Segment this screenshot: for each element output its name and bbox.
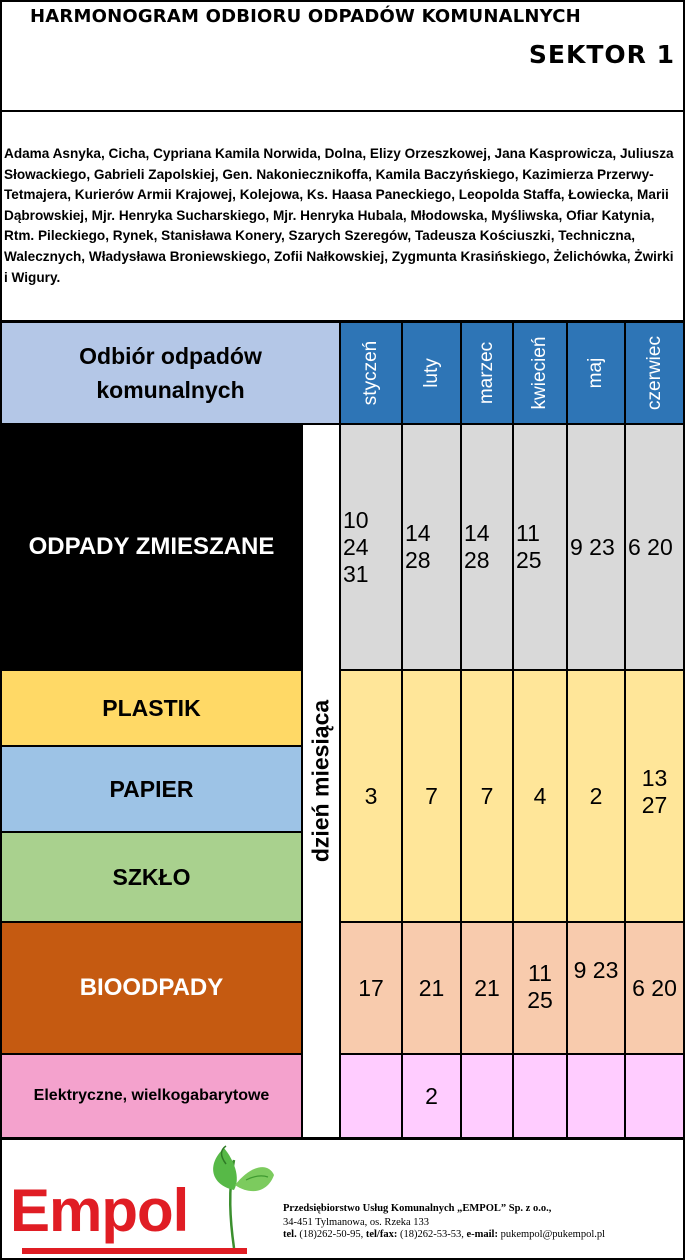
- month-label: czerwiec: [643, 336, 665, 410]
- electro-days-february: 2: [402, 1054, 461, 1138]
- month-header-may: [567, 322, 625, 424]
- mixed-days-march: 14 28: [461, 424, 513, 670]
- bio-days-april: 11 25: [513, 922, 567, 1054]
- telfax-number: (18)262-53-53,: [399, 1229, 464, 1240]
- month-label: maj: [585, 357, 606, 389]
- month-label: marzec: [476, 341, 497, 405]
- logo-underline: [22, 1248, 247, 1254]
- bio-days-may: 9 23: [567, 922, 625, 1054]
- selective-days-february: 7: [402, 670, 461, 922]
- category-label: SZKŁO: [112, 863, 191, 890]
- company-name: Przedsiębiorstwo Usług Komunalnych „EMPOL” Sp. z o.o.,: [283, 1203, 552, 1214]
- day-of-month-label: [302, 424, 340, 1138]
- document-title: HARMONOGRAM ODBIORU ODPADÓW KOMUNALNYCH: [30, 6, 581, 27]
- mixed-days-may: 9 23: [567, 424, 625, 670]
- document-header: [0, 0, 685, 112]
- month-header-january: [340, 322, 402, 424]
- electro-days-april: [513, 1054, 567, 1138]
- company-contact: [283, 1229, 605, 1240]
- category-mixed-waste: [0, 424, 302, 670]
- selective-days-june: 13 27: [625, 670, 685, 922]
- bio-days-january: 17: [340, 922, 402, 1054]
- category-paper: [0, 746, 302, 832]
- bio-days-february: 21: [402, 922, 461, 1054]
- email-address[interactable]: pukempol@pukempol.pl: [500, 1229, 606, 1240]
- tel-number: (18)262-50-95,: [299, 1229, 364, 1240]
- category-label: ODPADY ZMIESZANE: [28, 533, 275, 560]
- bio-days-june: 6 20: [625, 922, 685, 1054]
- tel-label: tel.: [283, 1229, 297, 1240]
- month-header-march: [461, 322, 513, 424]
- electro-days-june: [625, 1054, 685, 1138]
- company-address: 34-451 Tylmanowa, os. Rzeka 133: [283, 1217, 430, 1228]
- mixed-days-february: 14 28: [402, 424, 461, 670]
- selective-days-march: 7: [461, 670, 513, 922]
- electro-days-march: [461, 1054, 513, 1138]
- day-of-month-text: dzień miesiąca: [307, 699, 334, 863]
- table-header-title: [0, 322, 340, 424]
- category-label: PAPIER: [109, 775, 194, 802]
- category-glass: [0, 832, 302, 922]
- category-plastic: [0, 670, 302, 746]
- electro-days-may: [567, 1054, 625, 1138]
- month-header-june: [625, 322, 685, 424]
- electro-days-january: [340, 1054, 402, 1138]
- month-header-april: [513, 322, 567, 424]
- table-header-title-text: Odbiór odpadów komunalnych: [79, 343, 262, 403]
- month-label: luty: [420, 358, 442, 388]
- month-label: kwiecień: [529, 336, 550, 410]
- month-header-february: [402, 322, 461, 424]
- telfax-label: tel/fax:: [365, 1229, 398, 1240]
- mixed-days-january: 10 24 31: [340, 424, 402, 670]
- selective-days-may: 2: [567, 670, 625, 922]
- mixed-days-june: 6 20: [625, 424, 685, 670]
- mixed-days-april: 11 25: [513, 424, 567, 670]
- category-label: PLASTIK: [102, 694, 201, 721]
- category-electronic-bulky: [0, 1054, 302, 1138]
- category-biowaste: [0, 922, 302, 1054]
- email-label: e-mail:: [466, 1229, 498, 1240]
- bio-days-march: 21: [461, 922, 513, 1054]
- category-label: Elektryczne, wielkogabarytowe: [33, 1087, 270, 1104]
- empol-logo-text: Empol: [10, 1177, 189, 1244]
- selective-days-april: 4: [513, 670, 567, 922]
- month-label: styczeń: [360, 340, 381, 406]
- category-label: BIOODPADY: [79, 974, 224, 1001]
- selective-days-january: 3: [340, 670, 402, 922]
- sector-label: SEKTOR 1: [528, 40, 675, 69]
- street-list: Adama Asnyka, Cicha, Cypriana Kamila Norwida, Dolna, Elizy Orzeszkowej, Jana Kasprowicza, Juliusza Słowackiego, Gabrieli Zapolskiej, Gen. Nakoniecznikoffa, Kamila Baczyńskiego, Kazimierza Przerwy-Tetmajera, Kurierów Armii Krajowej, Kolejowa, Ks. Haasa Paneckiego, Leopolda Staffa, Łowiecka, Marii Dąbrowskiej, Mjr. Henryka Sucharskiego, Mjr. Henryka Hubala, Młodowska, Myśliwska, Ofiar Katynia, Rtm. Pileckiego, Rynek, Stanisława Konery, Szarych Szeregów, Tadeusza Kościuszki, Techniczna, Walecznych, Władysława Broniewskiego, Zofii Nałkowskiej, Zygmunta Krasińskiego, Żelichówka, Żwirki i Wigury.: [0, 112, 685, 322]
